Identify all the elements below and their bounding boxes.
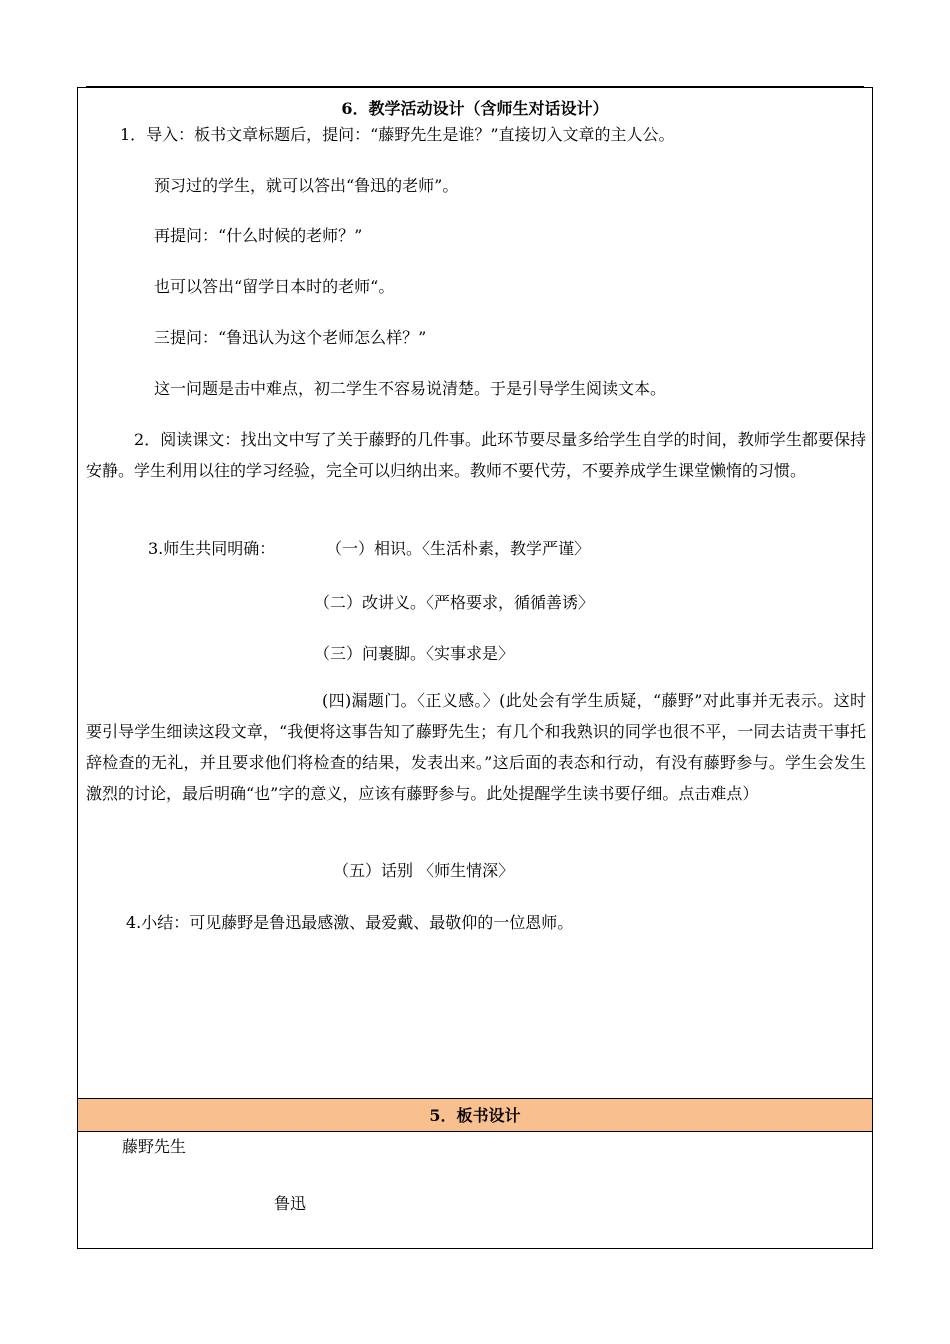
step1-question2: 再提问：“什么时候的老师？”	[154, 226, 363, 245]
step3-item1: （一）相识。〈生活朴素，教学严谨〉	[326, 539, 591, 558]
board-line-title: 藤野先生	[122, 1137, 187, 1156]
step3-item4: (四)漏题门。〈正义感。〉(此处会有学生质疑，“藤野”对此事并无表示。这时要引导学生细读这段文章，“我便将这事告知了藤野先生；有几个和我熟识的同学也很不平，一同去诘责干事托辞检查的无礼，并且要求他们将检查的结果，发表出来。”这后面的表态和行动，有没有藤野参与。学生会发生激烈的讨论，最后明确“也”字的意义，应该有藤野参与。此处提醒学生读书要仔细。点击难点）	[86, 691, 866, 803]
step1-answer1: 预习过的学生，就可以答出“鲁迅的老师”。	[154, 176, 459, 195]
step1-intro: 1．导入：板书文章标题后，提问：“藤野先生是谁？”直接切入文章的主人公。	[120, 125, 675, 144]
step3-item3: （三）问裹脚。〈实事求是〉	[314, 644, 515, 663]
step3-item2: （二）改讲义。〈严格要求，循循善诱〉	[314, 593, 595, 612]
step1-note: 这一问题是击中难点，初二学生不容易说清楚。于是引导学生阅读文本。	[154, 379, 667, 398]
step3-item5: （五）话别 〈师生情深〉	[333, 861, 515, 880]
activity-section-title: 6．教学活动设计（含师生对话设计）	[341, 99, 609, 118]
step1-question3: 三提问：“鲁迅认为这个老师怎么样？”	[154, 328, 427, 347]
step3-label: 3.师生共同明确：	[148, 539, 276, 558]
lesson-plan-table	[77, 87, 873, 1249]
step1-answer2: 也可以答出“留学日本时的老师“。	[154, 277, 395, 296]
board-line-author: 鲁迅	[274, 1194, 307, 1213]
step2-reading: 2．阅读课文：找出文中写了关于藤野的几件事。此环节要尽量多给学生自学的时间，教师学生都要保持安静。学生利用以往的学习经验，完全可以归纳出来。教师不要代劳，不要养成学生课堂懒惰的习惯。	[86, 430, 866, 480]
step4-summary: 4.小结：可见藤野是鲁迅最感激、最爱戴、最敬仰的一位恩师。	[126, 913, 574, 932]
board-section-title: 5．板书设计	[78, 1098, 872, 1132]
